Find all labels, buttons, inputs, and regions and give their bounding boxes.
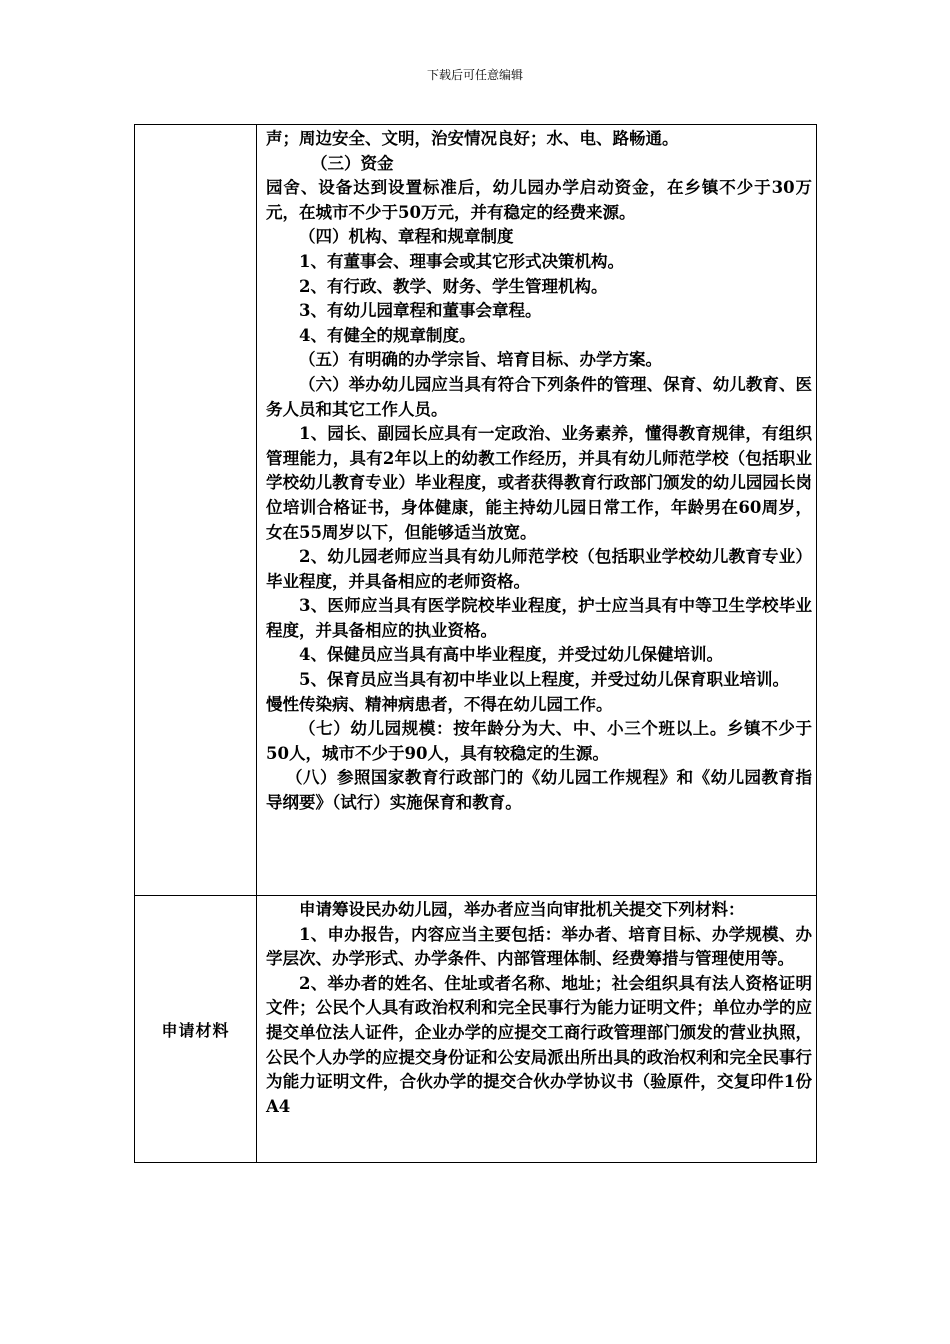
page-header: 下载后可任意编辑: [426, 68, 523, 82]
content-cell-materials: [257, 896, 817, 1163]
paragraph: 慢性传染病、精神病患者，不得在幼儿园工作。: [266, 694, 613, 714]
label-cell-empty: [135, 125, 257, 896]
list-item: 3、有幼儿园章程和董事会章程。: [299, 301, 542, 321]
table-row-conditions: [135, 125, 817, 896]
heading-funds: （三）资金: [311, 153, 394, 173]
list-item: 2、有行政、教学、财务、学生管理机构。: [299, 276, 608, 296]
content-cell-conditions: [257, 125, 817, 896]
list-item: 1、园长、副园长应具有一定政治、业务素养，懂得教育规律，有组织管理能力，具有2年以上的幼教工作经历，并具有幼儿师范学校（包括职业学校幼儿教育专业）毕业程度，或者获得教育行政部门颁发的幼儿园园长岗位培训合格证书，身体健康，能主持幼儿园日常工作，年龄男在60周岁，女在55周岁以下，但能够适当放宽。: [266, 424, 812, 542]
heading-staff: （六）举办幼儿园应当具有符合下列条件的管理、保育、幼儿教育、医务人员和其它工作人员。: [266, 374, 812, 419]
table-row-materials: [135, 896, 817, 1163]
list-item: 1、申办报告，内容应当主要包括：举办者、培育目标、办学规模、办学层次、办学形式、办学条件、内部管理体制、经费筹措与管理使用等。: [266, 924, 812, 969]
list-item: 3、医师应当具有医学院校毕业程度，护士应当具有中等卫生学校毕业程度，并具备相应的执业资格。: [266, 596, 812, 640]
heading-regulations: （八）参照国家教育行政部门的《幼儿园工作规程》和《幼儿园教育指导纲要》（试行）实施保育和教育。: [266, 768, 812, 813]
list-item: 1、有董事会、理事会或其它形式决策机构。: [299, 251, 624, 271]
label-cell-materials: [135, 896, 257, 1163]
paragraph: 声；周边安全、文明，治安情况良好；水、电、路畅通。: [266, 129, 679, 148]
row-label: 申请材料: [161, 1020, 230, 1040]
list-item: 4、有健全的规章制度。: [299, 325, 476, 345]
heading-purpose: （五）有明确的办学宗旨、培育目标、办学方案。: [299, 350, 662, 370]
heading-organization: （四）机构、章程和规章制度: [299, 227, 514, 247]
list-item: 2、举办者的姓名、住址或者名称、地址；社会组织具有法人资格证明文件；公民个人具有政治权利和完全民事行为能力证明文件；单位办学的应提交单位法人证件，企业办学的应提交工商行政管理部门颁发的营业执照，公民个人办学的应提交身份证和公安局派出所出具的政治权利和完全民事行为能力证明文件，合伙办学的提交合伙办学协议书（验原件，交复印件1份A4: [266, 973, 812, 1116]
document-table: [134, 124, 817, 1163]
list-item: 2、幼儿园老师应当具有幼儿师范学校（包括职业学校幼儿教育专业）毕业程度，并具备相应的老师资格。: [266, 547, 812, 591]
list-item: 4、保健员应当具有高中毕业程度，并受过幼儿保健培训。: [299, 645, 723, 665]
list-item: 5、保育员应当具有初中毕业以上程度，并受过幼儿保育职业培训。: [299, 670, 789, 690]
paragraph: 申请筹设民办幼儿园，举办者应当向审批机关提交下列材料：: [299, 900, 745, 919]
paragraph: 园舍、设备达到设置标准后，幼儿园办学启动资金，在乡镇不少于30万元，在城市不少于50万元，并有稳定的经费来源。: [266, 178, 812, 222]
heading-scale: （七）幼儿园规模：按年龄分为大、中、小三个班以上。乡镇不少于50人，城市不少于90人，具有较稳定的生源。: [266, 719, 812, 763]
